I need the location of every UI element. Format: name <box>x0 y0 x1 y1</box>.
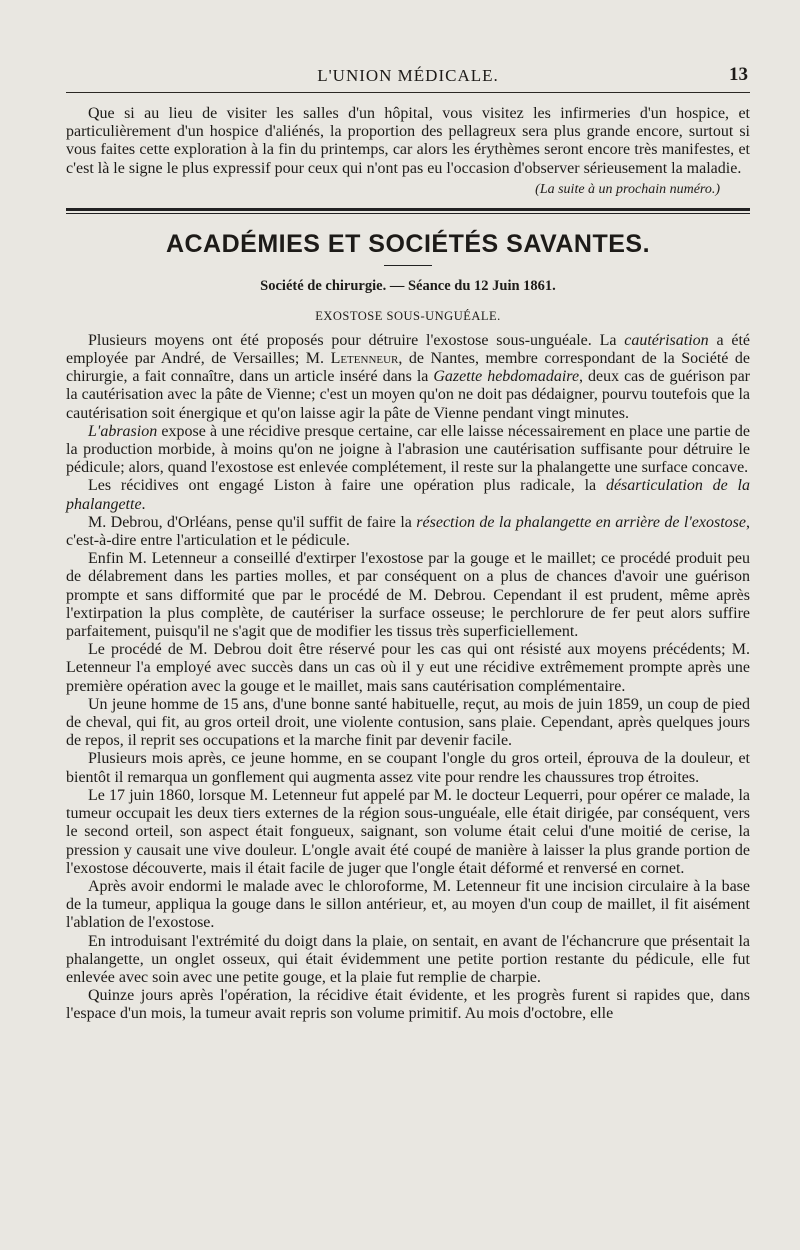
page-number: 13 <box>729 64 748 85</box>
article-subheading: EXOSTOSE SOUS-UNGUÉALE. <box>315 308 501 323</box>
p1-text-a: Plusieurs moyens ont été proposés pour détruire l'exostose sous-unguéale. La <box>88 331 625 349</box>
p4-text-c: , c'est-à-dire entre l'articulation et le pédicule. <box>66 513 750 550</box>
body-paragraph-6: Le procédé de M. Debrou doit être réservé pour les cas qui ont résisté aux moyens précédents; M. Letenneur l'a employé avec succès dans un cas où il y eut une récidive extrêmement prompte après une première opération avec la gouge et le maillet, mais sans cautérisation complémentaire. <box>66 641 750 695</box>
p4-em-resection: résection de la phalangette en arrière de l'exostose <box>416 513 746 531</box>
p1-name-letenneur: Letenneur <box>330 350 399 368</box>
body-paragraph-3 <box>66 477 750 513</box>
continued-note <box>66 182 720 198</box>
p3-text-a: Les récidives ont engagé Liston à faire une opération plus radicale, la <box>88 477 606 495</box>
running-head <box>66 62 750 93</box>
body-paragraph-10: Après avoir endormi le malade avec le chloroforme, M. Letenneur fit une incision circulaire à la base de la tumeur, appliqua la gouge dans le sillon antérieur, et, au moyen d'un coup de maillet, il fit aisément l'ablation de l'exostose. <box>66 877 750 932</box>
p1-text-g: , deux cas de guérison par la cautérisation avec la pâte de Vienne; c'est un moyen qu'on ne doit pas dédaigner, pourvu toutefois que la cautérisation soit énergique et qu'on laisse agir la pâte de Vienne pendant vingt minutes. <box>66 368 751 422</box>
body-paragraph-2 <box>66 423 750 478</box>
body-paragraph-1 <box>66 332 750 423</box>
body-paragraph-8: Plusieurs mois après, ce jeune homme, en se coupant l'ongle du gros orteil, éprouva de la douleur, et bientôt il remarqua un gonflement qui augmenta assez vite pour rendre les chaussures trop étroites. <box>66 750 750 786</box>
session-line: Société de chirurgie. — Séance du 12 Juin 1861. <box>260 277 556 294</box>
p3-em-desarticulation: désarticulation de la phalangette <box>66 477 750 513</box>
p1-em-cauterisation: cautérisation <box>624 331 709 349</box>
p1-text-c: a été employée par André, de Versailles; M. <box>66 331 750 368</box>
continued-note-text: (La suite à un prochain numéro.) <box>535 181 720 197</box>
body-paragraph-7: Un jeune homme de 15 ans, d'une bonne santé habituelle, reçut, au mois de juin 1859, un coup de pied de cheval, qui fit, au gros orteil droit, une violente contusion, sans plaie. Cependant, après quelques jours de repos, il reprit ses occupations et la marche finit par devenir facile. <box>66 695 750 750</box>
body-paragraph-4 <box>66 514 750 550</box>
intro-paragraph: Que si au lieu de visiter les salles d'un hôpital, vous visitez les infirmeries d'un hospice, et particulièrement d'un hospice d'aliénés, la proportion des pellagreux sera plus grande encore, surtout si vous faites cette exploration à la fin du printemps, car alors les érythèmes seront encore très manifestes, et c'est là le signe le plus expressif pour ceux qui n'ont pas eu l'occasion d'observer sérieusement la maladie. <box>66 105 750 177</box>
body-paragraph-12: Quinze jours après l'opération, la récidive était évidente, et les progrès furent si rapides que, dans l'espace d'un mois, la tumeur avait repris son volume primitif. Au mois d'octobre, elle <box>66 987 750 1023</box>
body-paragraph-9: Le 17 juin 1860, lorsque M. Letenneur fut appelé par M. le docteur Lequerri, pour opérer ce malade, la tumeur occupait les deux tiers externes de la région sous-unguéale, elle était dirigée, par conséquent, vers le second orteil, son aspect était fongueux, saignant, son volume était celui d'une moitié de cerise, la pression y causait une vive douleur. L'ongle avait été coupé de manière à laisser la plus grande portion de l'exostose découverte, mais il était facile de juger que l'ongle était déformé et renversé en cornet. <box>66 786 750 877</box>
section-heading: ACADÉMIES ET SOCIÉTÉS SAVANTES. <box>165 229 651 258</box>
body-paragraph-11: En introduisant l'extrémité du doigt dans la plaie, on sentait, en avant de l'échancrure que présentait la phalangette, un onglet osseux, qui était évidemment une petite portion restante du pédicule, elle fut enlevée avec soin avec une petite gouge, et la plaie fut remplie de charpie. <box>66 932 750 986</box>
p4-text-a: M. Debrou, d'Orléans, pense qu'il suffit de faire la <box>88 513 417 531</box>
p1-em-gazette: Gazette hebdomadaire <box>433 368 580 386</box>
body-paragraph-5: Enfin M. Letenneur a conseillé d'extirper l'exostose par la gouge et le maillet; ce procédé produit peu de délabrement dans les parties molles, et par conséquent on a plus de chances d'avoir une guérison prompte et sans difformité que par le procédé de M. Debrou. Cependant il est prudent, même après l'extirpation la plus complète, de cautériser la surface osseuse; le perchlorure de fer peut alors suffire parfaitement, puisqu'il ne s'agit que de modifier les tissus très superficiellement. <box>66 550 750 641</box>
p2-text-b: expose à une récidive presque certaine, car elle laisse nécessairement en place une partie de la production morbide, à moins qu'on ne joigne à l'abrasion une cautérisation suffisante pour détruire le pédicule; alors, quand l'exostose est enlevée complétement, il reste sur la phalangette une surface concave. <box>66 422 750 477</box>
p1-text-e: , de Nantes, membre correspondant de la Société de chirurgie, a fait connaître, dans un article inséré dans la <box>66 350 750 386</box>
heading-rule <box>384 265 432 266</box>
p2-em-abrasion: L'abrasion <box>88 422 158 440</box>
p3-text-c: . <box>141 495 146 513</box>
section-divider <box>66 208 750 214</box>
running-title: L'UNION MÉDICALE. <box>317 66 499 85</box>
